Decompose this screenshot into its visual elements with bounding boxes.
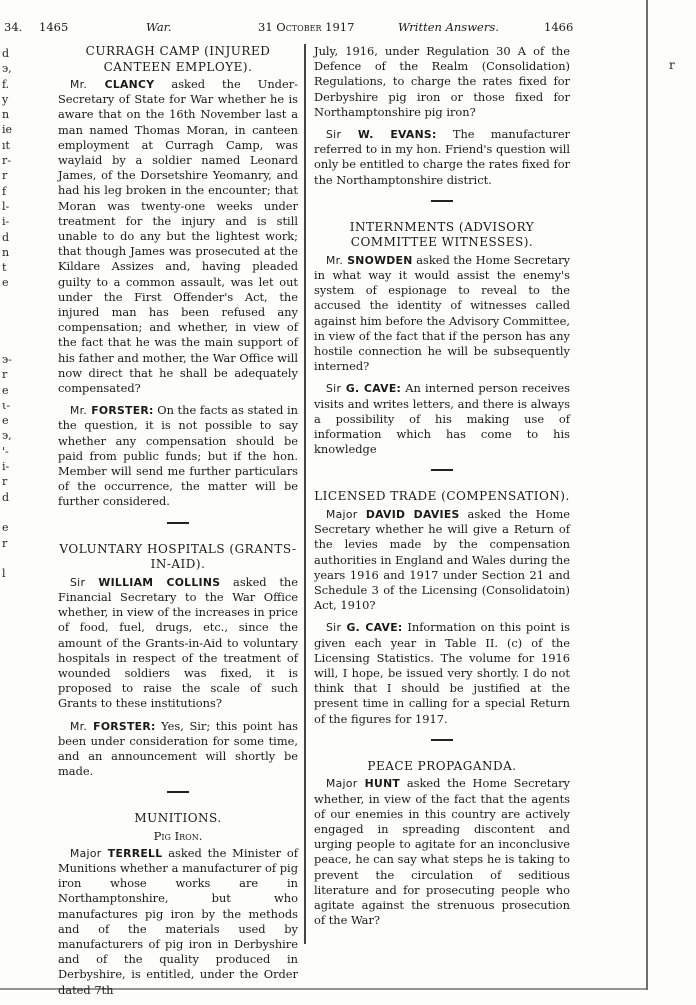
margin-fragment [2,291,20,306]
speaker-name: Sir G. CAVE: [326,382,402,396]
answer-paragraph: Sir G. CAVE: Information on this point is given each year in Table II. (c) of the Licensing Statistics. The volume for 1916 will, I hope, be issued very shortly. I do not think that I should be justified at the present time in calling for a special Return of the figures for 1917. [314,620,570,726]
section-rule [431,739,453,741]
section-licensed-trade [314,489,570,726]
margin-fragment [2,321,20,336]
speaker-name: Mr. SNOWDEN [326,253,413,267]
section-voluntary-hospitals [58,542,298,780]
answer-paragraph: Sir G. CAVE: An interned person receives visits and writes letters, and there is always a possibility of his making use of information which has come to his knowledge [314,381,570,457]
margin-fragment: r- [2,154,11,168]
margin-fragment [2,337,20,352]
previous-page-margin-fragments [2,46,20,581]
speaker-name: Major HUNT [326,777,401,791]
section-heading: MUNITIONS. [134,811,222,826]
sitting-date: 31 October 1917 [258,20,355,34]
speaker-name: Sir W. EVANS: [326,128,437,142]
margin-fragment: ι- [2,398,11,412]
margin-fragment: r [2,368,8,382]
question-paragraph: Sir WILLIAM COLLINS asked the Financial Secretary to the War Office whether, in view of the increases in price of food, fuel, drugs, etc., since the amount of the Grants-in-Aid to voluntary hospitals in respect of the treatment of wounded soldiers was fixed, it is proposed to raise the scale of such Grants to these institutions? [58,574,298,711]
margin-fragment: f. [2,77,10,91]
right-column [314,44,570,935]
margin-fragment: y [2,92,9,106]
margin-fragment: l- [2,199,10,213]
margin-fragment: n [2,108,10,122]
scan-edge-right [646,0,648,990]
column-number-right: 1466 [544,20,574,34]
section-internments [314,220,570,458]
margin-fragment: l [2,567,6,581]
section-rule [431,200,453,202]
margin-column-number: 34. [4,20,23,34]
section-peace-propaganda [314,759,570,929]
margin-fragment: t [2,261,7,275]
margin-fragment: r [2,536,8,550]
section-title-left: War. [146,20,172,34]
speaker-name: Sir G. CAVE: [326,621,403,635]
column-divider [304,44,306,944]
margin-fragment: э, [2,62,12,76]
margin-fragment: r [2,169,8,183]
margin-fragment: e [2,521,9,535]
speaker-name: Mr. FORSTER: [70,719,156,733]
margin-fragment: r [2,475,8,489]
margin-fragment: i- [2,460,10,474]
margin-fragment: f [2,184,7,198]
question-paragraph: Mr. CLANCY asked the Under-Secretary of State for War whether he is aware that on the 16th November last a man named Thomas Moran, in canteen employment at Curragh Camp, was waylaid by a soldier named Leonard James, of the Dorsetshire Yeomanry, and had his leg broken in the encounter; that Moran was twenty-one weeks under treatment for the injury and is still unable to do any but the lightest work; that though James was prosecuted at the Kildare Assizes and, having pleaded guilty to a common assault, was let out under the First Offender's Act, the injured man has been refused any compensation; and whether, in view of the fact that he was the main support of his father and mother, the War Office will now direct that he shall be adequately compensated? [58,77,298,396]
running-head [0,20,640,36]
speaker-name: Major TERRELL [70,846,163,860]
section-heading: CURRAGH CAMP (INJURED CANTEEN EMPLOYE). [85,44,271,74]
margin-fragment [2,306,20,321]
margin-fragment: э- [2,352,12,366]
margin-fragment: э, [2,429,12,443]
question-paragraph: Major HUNT asked the Home Secretary whether, in view of the fact that the agents of our enemies in this country are actively engaged in spreading discontent and urging people to agitate for an inconclusive peace, he can say what steps he is taking to prevent the circulation of seditious literature and for prosecuting people who agitate against the strenuous prosecution of the War? [314,776,570,928]
section-heading: VOLUNTARY HOSPITALS (GRANTS-IN-AID). [59,541,297,572]
question-paragraph: Major DAVID DAVIES asked the Home Secretary whether he will give a Return of the levies made by the compensation authorities in England and Wales during the years 1916 and 1917 under Section 21 and Schedule 3 of the Licensing (Consolidatoin) Act, 1910? [314,506,570,613]
margin-fragment: d [2,230,10,244]
answer-paragraph: Mr. FORSTER: On the facts as stated in the question, it is not possible to say whether any compensation should be paid from public funds; but if the hon. Member will send me further particulars of the occurrence, the matter will be further considered. [58,403,298,509]
section-curragh-camp [58,44,298,510]
margin-fragment: e [2,276,9,290]
scan-speck: r [669,58,675,72]
margin-fragment: i- [2,215,10,229]
margin-fragment: d [2,47,10,60]
question-paragraph: Major TERRELL asked the Minister of Munitions whether a manufacturer of pig iron whose works are in Northamptonshire, but who manufactures pig iron by the methods and of the materials used by manufacturers of pig iron in Derbyshire and of the quality produced in Derbyshire, is entitled, under the Order dated 7th [58,845,298,997]
margin-fragment: e [2,414,9,428]
margin-fragment [2,505,20,520]
section-heading: INTERNMENTS (ADVISORY COMMITTEE WITNESSES). [349,219,535,250]
answer-paragraph: Mr. FORSTER: Yes, Sir; this point has been under consideration for some time, and an announcement will shortly be made. [58,718,299,779]
section-rule [167,522,189,524]
speaker-name: Mr. CLANCY [70,78,155,91]
section-title-right: Written Answers. [398,20,499,34]
answer-paragraph: Sir W. EVANS: The manufacturer referred to in my hon. Friend's question will only be entitled to charge the rates fixed for the Northamptonshire district. [314,127,571,187]
continued-question-paragraph: July, 1916, under Regulation 30 A of the Defence of the Realm (Consolidation) Regulations, to charge the rates fixed for Derbyshire pig iron or those fixed for Northamptonshire pig iron? [314,44,570,119]
margin-fragment: d [2,490,10,504]
speaker-name: Mr. FORSTER: [70,404,154,418]
question-paragraph: Mr. SNOWDEN asked the Home Secretary in what way it would assist the enemy's system of espionage to reveal to the accused the identity of witnesses called against him before the Advisory Committee, in view of the fact that if the person has any hostile connection he will be subsequently interned? [314,252,570,374]
section-heading: PEACE PROPAGANDA. [367,758,517,773]
margin-fragment: n [2,245,10,259]
margin-fragment: '- [2,444,9,458]
margin-fragment: e [2,383,9,397]
margin-fragment [2,551,20,566]
column-number-left: 1465 [39,20,69,34]
section-munitions [58,811,298,998]
left-column [58,44,298,1005]
margin-fragment: ıt [2,138,10,152]
section-rule [167,791,189,793]
section-heading: LICENSED TRADE (COMPENSATION). [314,489,570,504]
margin-fragment: ie [2,123,13,137]
speaker-name: Major DAVID DAVIES [326,507,460,521]
speaker-name: Sir WILLIAM COLLINS [70,575,221,589]
section-subheading: Pig Iron. [153,828,203,843]
section-rule [431,469,453,471]
